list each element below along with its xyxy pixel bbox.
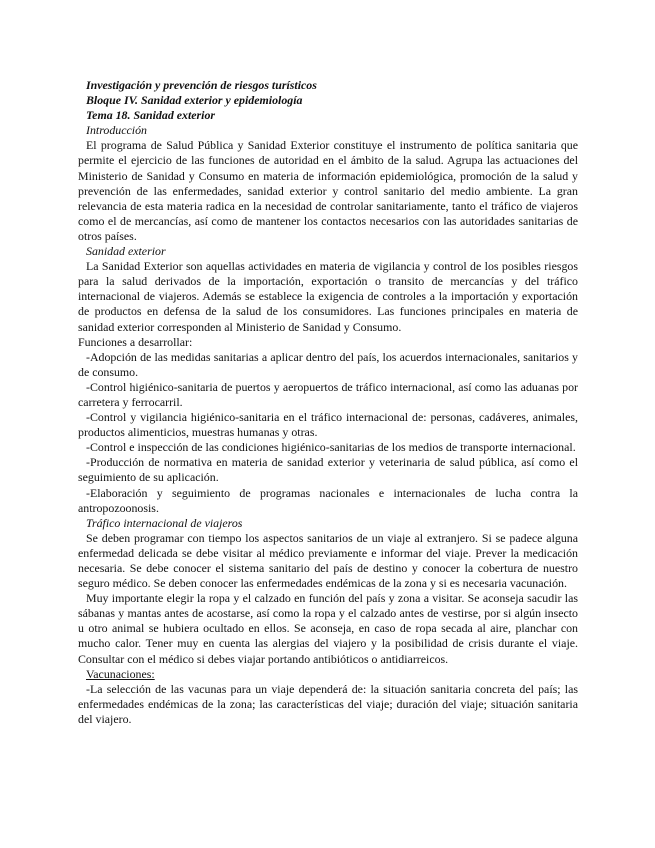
- funcion-item: -Control e inspección de las condiciones higiénico-sanitarias de los medios de transporte internacional.: [86, 440, 576, 455]
- trafico-paragraph-1: Se deben programar con tiempo los aspectos sanitarios de un viaje al extranjero. Si se padece alguna enfermedad delicada se debe visitar al médico previamente e informar del viaje. Prever la medicación necesaria. Se debe conocer el sistema sanitario del país de destino y conocer la cobertura de nuestro seguro médico. Se deben conocer las enfermedades endémicas de la zona y si es necesaria vacunación.: [78, 530, 578, 591]
- funcion-item: -Adopción de las medidas sanitarias a aplicar dentro del país, los acuerdos internacionales, sanitarios y de consumo.: [78, 349, 578, 379]
- course-title: Investigación y prevención de riesgos turísticos: [86, 78, 317, 92]
- funciones-label: Funciones a desarrollar:: [78, 334, 193, 349]
- funcion-item: -Control higiénico-sanitaria de puertos y aeropuertos de tráfico internacional, así como las aduanas por carretera y ferrocarril.: [78, 379, 578, 409]
- section-heading-sanidad-exterior: Sanidad exterior: [86, 244, 166, 259]
- document-page: [78, 78, 578, 727]
- funcion-item: -Producción de normativa en materia de sanidad exterior y veterinaria de salud pública, así como el seguimiento de su aplicación.: [78, 455, 578, 485]
- funcion-item: -Elaboración y seguimiento de programas nacionales e internacionales de lucha contra la antropozoonosis.: [78, 485, 578, 515]
- vacunaciones-paragraph: -La selección de las vacunas para un viaje dependerá de: la situación sanitaria concreta del país; las enfermedades endémicas de la zona; las características del viaje; duración del viaje; situación sanitaria del viajero.: [78, 681, 578, 726]
- section-heading-introduccion: Introducción: [86, 123, 147, 138]
- funcion-item: -Control y vigilancia higiénico-sanitaria en el tráfico internacional de: personas, cadáveres, animales, productos alimenticios, muestras humanas y otras.: [78, 410, 578, 440]
- intro-paragraph: El programa de Salud Pública y Sanidad Exterior constituye el instrumento de política sanitaria que permite el ejercicio de las funciones de autoridad en el ámbito de la salud. Agrupa las actuaciones del Ministerio de Sanidad y Consumo en materia de información epidemiológica, promoción de la salud y prevención de las enfermedades, sanidad exterior y control sanitario del medio ambiente. La gran relevancia de esta materia radica en la necesidad de controlar sanitariamente, tanto el tráfico de viajeros como el de mercancías, así como de mantener los contactos necesarios con las autoridades sanitarias de otros países.: [78, 138, 578, 243]
- block-title: Bloque IV. Sanidad exterior y epidemiología: [86, 93, 303, 108]
- trafico-paragraph-2: Muy importante elegir la ropa y el calzado en función del país y zona a visitar. Se aconseja sacudir las sábanas y mantas antes de acostarse, así como la ropa y el calzado antes de vestirse, por si algún insecto u otro animal se hubiera ocultado en ellos. Se aconseja, en caso de ropa secada al aire, planchar con mucho calor. Tener muy en cuenta las alergias del viajero y la posibilidad de crisis durante el viaje. Consultar con el médico si debes viajar portando antibióticos o antidiarreicos.: [78, 591, 578, 666]
- sanidad-paragraph: La Sanidad Exterior son aquellas actividades en materia de vigilancia y control de los posibles riesgos para la salud derivados de la importación, exportación o transito de mercancías y del tráfico internacional de viajeros. Además se establece la exigencia de controles a la importación y exportación de productos en defensa de la salud de los consumidores. Las funciones principales en materia de sanidad exterior corresponden al Ministerio de Sanidad y Consumo.: [78, 259, 578, 334]
- topic-title: Tema 18. Sanidad exterior: [86, 108, 216, 123]
- section-heading-vacunaciones: Vacunaciones:: [86, 666, 155, 681]
- section-heading-trafico: Tráfico internacional de viajeros: [86, 515, 243, 530]
